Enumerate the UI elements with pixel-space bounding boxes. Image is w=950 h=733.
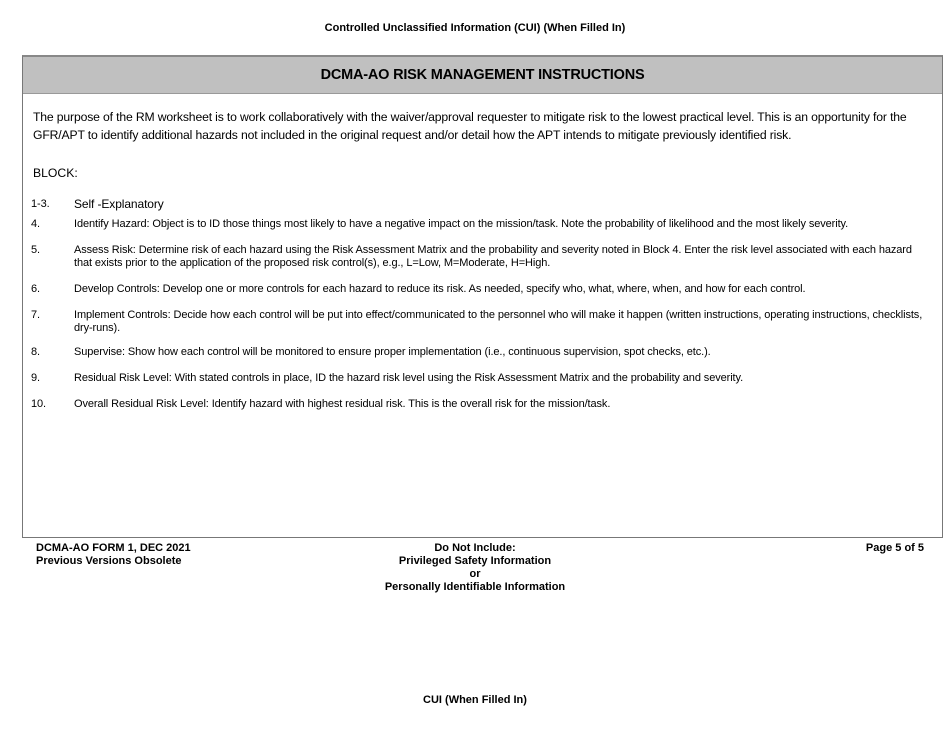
cui-footer-banner: CUI (When Filled In) (423, 694, 527, 706)
form-info (36, 542, 191, 568)
do-not-include-label: Do Not Include: (434, 542, 516, 554)
item-number: 8. (31, 346, 40, 358)
item-text: Develop Controls: Develop one or more controls for each hazard to reduce its risk. As needed, specify who, what, where, when, and how for each control. (74, 283, 806, 295)
item-text: Identify Hazard: Object is to ID those things most likely to have a negative impact on the mission/task. Note the probability of likelihood and the most likely severity. (74, 218, 849, 230)
item-number: 9. (31, 372, 40, 384)
item-text: Assess Risk: Determine risk of each hazard using the Risk Assessment Matrix and the probability and severity noted in Block 4. Enter the risk level associated with each hazard that exists prior to the application of the proposed risk control(s), e.g., L=Low, M=Moderate, H=High. (74, 244, 912, 269)
item-text: Supervise: Show how each control will be monitored to ensure proper implementation (i.e., continuous supervision, spot checks, etc.). (74, 346, 711, 358)
do-not-include-notice (300, 542, 650, 594)
item-number: 6. (31, 283, 40, 295)
privileged-info-label: Privileged Safety Information (398, 555, 552, 567)
or-label: or (469, 568, 481, 580)
page-number: Page 5 of 5 (865, 542, 924, 554)
item-number: 4. (31, 218, 40, 230)
item-number: 7. (31, 309, 40, 321)
page-title: DCMA-AO RISK MANAGEMENT INSTRUCTIONS (23, 57, 942, 94)
block-label: BLOCK: (33, 166, 78, 180)
pii-label: Personally Identifiable Information (384, 581, 566, 593)
intro-paragraph: The purpose of the RM worksheet is to work collaboratively with the waiver/approval requester to mitigate risk to the lowest practical level. This is an opportunity for the GFR/APT to identify additional hazards not included in the original request and/or detail how the APT intends to mitigate previously identified risk. (33, 110, 907, 142)
form-number: DCMA-AO FORM 1, DEC 2021 (36, 542, 191, 554)
instructions-box (22, 55, 943, 538)
obsolete-note: Previous Versions Obsolete (36, 555, 182, 567)
item-text: Residual Risk Level: With stated controls in place, ID the hazard risk level using the Risk Assessment Matrix and the probability and severity. (74, 372, 744, 384)
item-text: Implement Controls: Decide how each control will be put into effect/communicated to the personnel who will make it happen (written instructions, operating instructions, checklists, dry-runs). (74, 309, 923, 334)
item-text: Overall Residual Risk Level: Identify hazard with highest residual risk. This is the overall risk for the mission/task. (74, 398, 611, 410)
cui-header-banner: Controlled Unclassified Information (CUI) (When Filled In) (324, 22, 626, 34)
item-number: 1-3. (31, 198, 50, 210)
item-number: 5. (31, 244, 40, 256)
item-number: 10. (31, 398, 46, 410)
item-text: Self -Explanatory (74, 197, 164, 211)
